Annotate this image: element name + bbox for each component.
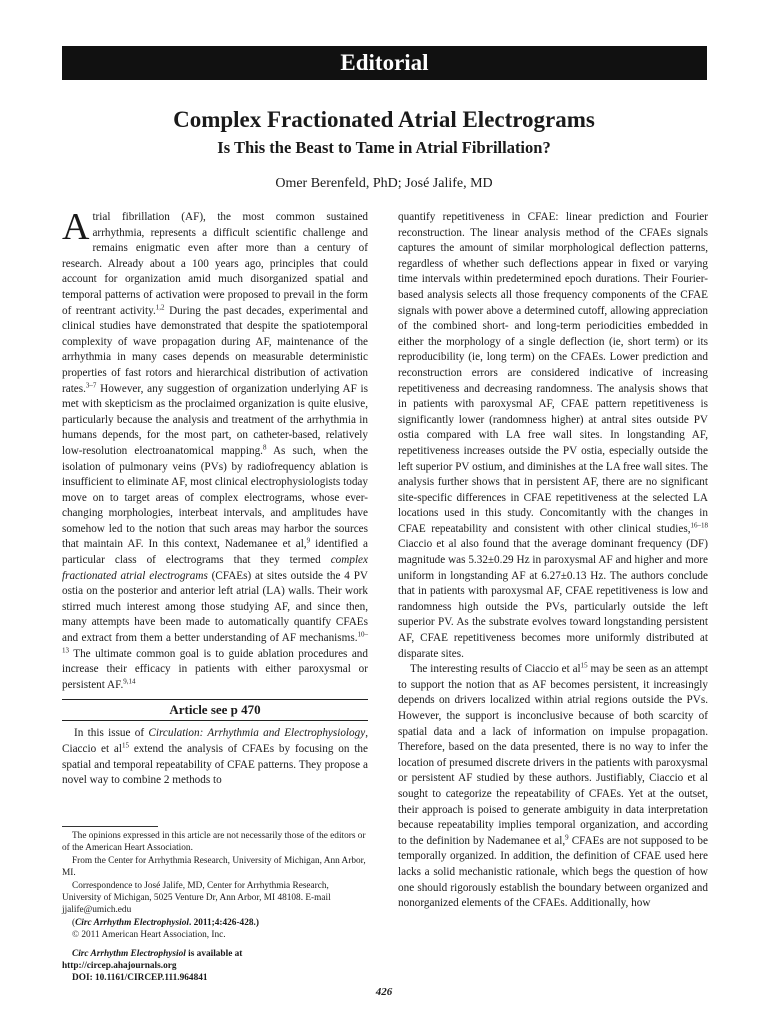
journal-name: Circulation: Arrhythmia and Electrophysiology: [148, 727, 366, 740]
article-subtitle: Is This the Beast to Tame in Atrial Fibrillation?: [217, 138, 551, 157]
issue-paragraph: In this issue of Circulation: Arrhythmia and Electrophysiology, Ciaccio et $al^{15}$ extend the analysis of CFAEs by focusing on the spatial and temporal repeatability of CFAE patterns. They propose a novel way to combine 2 methods to: [62, 727, 368, 787]
journal-url-link[interactable]: http://circep.ahajournals.org: [62, 961, 177, 972]
reference-superscript: 8: [262, 443, 267, 452]
article-title: Complex Fractionated Atrial Electrograms: [173, 107, 595, 132]
correspondence-note: Correspondence to José Jalife, MD, Center for Arrhythmia Research, University of Michigan, 5025 Venture Dr, Ann Arbor, MI 48108. E-mail jjalife@umich.edu: [62, 880, 331, 916]
article-see-link[interactable]: Article see p 470: [62, 699, 368, 721]
section-banner: Editorial: [62, 46, 707, 80]
intro-paragraph: Atrial fibrillation (AF), the most common sustained arrhythmia, represents a difficult scientific challenge and remains enigmatic even after more than a century of research. Already about a 100 years ago, principles that could account for organization amid much disorganized spatial and temporal patterns of activation were proposed to prevail in the form of reentrant activity.$^{1,2}$ During the past decades, experimental and clinical studies have demonstrated that despite the spatiotemporal complexity of wave propagation during AF, maintenance of the arrhythmia in many cases depends on measurable deterministic properties of fast rotors and hierarchical distribution of activation rates.$^{3-7}$ However, any suggestion of organization underlying AF is met with skepticism as the proclaimed organization is quite elusive, particularly because the analysis and treatment of the arrhythmia in humans depends, for the most part, on catheter-based, relatively low-resolution electroanatomical mapping.$^8$ As such, when the isolation of pulmonary veins (PVs) by radiofrequency ablation is insufficient to eliminate AF, most clinical electrophysiologists today move on to target areas of complex electrograms, whose ever-changing morphologies, interbeat intervals, and amplitudes have somehow led to the notion that such areas may harbor the sources that maintain AF. In this context, Nademanee et al,$^9$ identified a particular class of electrograms that they termed complex fractionated atrial electrograms (CFAEs) at sites outside the 4 PV ostia on the posterior and anterior left atrial (LA) walls. Their work stirred much interest among those studying AF, and since then, many attempts have been made to automatically quantify CFAEs and extract from them a better understanding of AF mechanisms.$^{10-13}$ The ultimate common goal is to guide ablation procedures and increase their efficacy in patients with either paroxysmal or persistent AF.$^{9,14}$: [62, 206, 369, 691]
copyright-note: © 2011 American Heart Association, Inc.: [72, 930, 226, 941]
reference-superscript: 15: [580, 661, 588, 670]
page-number: 426: [375, 986, 393, 998]
reference-superscript: 1,2: [155, 302, 165, 311]
citation-note: (Circ Arrhythm Electrophysiol. 2011;4:426-428.): [72, 917, 259, 928]
methods-paragraph: quantify repetitiveness in CFAE: linear prediction and Fourier reconstruction. The linear analysis method of the CFAEs signals captures the amount of similar morphological deflection patterns, regardless of whether such deflections appear in fixed or varying time intervals within predetermined epoch durations. Their Fourier-based analysis selects all those frequency components of the CFAE signals with power above a determined cutoff, allowing appreciation of the combined short- and long-term periodicities embedded in either the morphology of a single deflection (ie, short term) or its reproducibility (ie, long term) on the CFAEs. Lower prediction and reconstruction errors are considered indicative of increasing repetitiveness and decreasing randomness. The analysis shows that in patients with paroxysmal AF, CFAE pattern repetitiveness is significantly lower (randomness higher) at antral sites outside PV ostia compared with LA free wall sites. In longstanding AF, repetitiveness increases outside the PV ostia, especially outside the left superior PV ostium, and diminishes at the LA free wall sites. The analysis further shows that in persistent AF, there are no significant site-specific differences in CFAE repetitiveness at the selected LA locations used in this study. Concomitantly with the changes in CFAE repeatability and consistent with other clinical studies,$^{16-18}$ Ciaccio et al also found that the average dominant frequency (DF) magnitude was 5.32±0.29 Hz in paroxysmal AF and higher and more uniform in longstanding AF at 6.27±0.13 Hz. The authors conclude that in patients with paroxysmal AF, CFAE repetitiveness is low and randomness high outside the PVs, particularly outside the left superior PV. As the substrate evolves toward longstanding persistent AF, CFAE repetitiveness becomes more uniformly distributed at disparate sites.: [398, 211, 708, 660]
footnote-divider: [62, 826, 158, 827]
footnotes: [62, 826, 368, 985]
drop-cap: A: [62, 206, 90, 248]
cfae-term: complex fractionated atrial electrograms: [62, 554, 368, 582]
reference-superscript: 9: [306, 536, 311, 545]
affiliation-note: From the Center for Arrhythmia Research, University of Michigan, Ann Arbor, MI.: [62, 855, 366, 879]
doi-note: DOI: 10.1161/CIRCEP.111.964841: [72, 973, 208, 984]
reference-superscript: 15: [121, 741, 129, 750]
reference-superscript: 9,14: [123, 677, 136, 686]
opinion-note: The opinions expressed in this article are not necessarily those of the editors or of the American Heart Association.: [62, 831, 366, 854]
left-column: [62, 206, 369, 789]
reference-superscript: 9: [565, 833, 569, 842]
availability-note: Circ Arrhythm Electrophysiol is available at: [72, 948, 243, 959]
reference-superscript: 10–13: [62, 630, 368, 654]
article-authors: Omer Berenfeld, PhD; José Jalife, MD: [275, 176, 493, 191]
discussion-paragraph: The interesting results of Ciaccio et $al^{15}$ may be seen as an attempt to support the notion that as AF becomes persistent, it increasingly depends on drivers localized within atrial regions outside the PVs. However, the support is inconclusive because of both scarcity of spatial data and a lack of information on impulse propagation. Therefore, based on the data presented, there is no way to infer the location of presumed discrete drivers in the patients with paroxysmal or persistent AF studied by these authors. Justifiably, Ciaccio et al sought to categorize the repeatability of CFAEs. Yet at the outset, their approach is poised to generate ambiguity in data interpretation because repeatability implies temporal organization, and according to the definition by Nademanee et al,$^9$ CFAEs are not supposed to be temporally organized. In addition, the definition of CFAE used here lacks a solid mechanistic rationale, which begs the question of how one should rigorously establish the boundary between organized and nonorganized elements of the CFAEs. Additionally, how: [398, 661, 708, 910]
right-column: [398, 210, 708, 912]
reference-superscript: 16–18: [690, 521, 708, 530]
reference-superscript: 3–7: [85, 380, 97, 389]
